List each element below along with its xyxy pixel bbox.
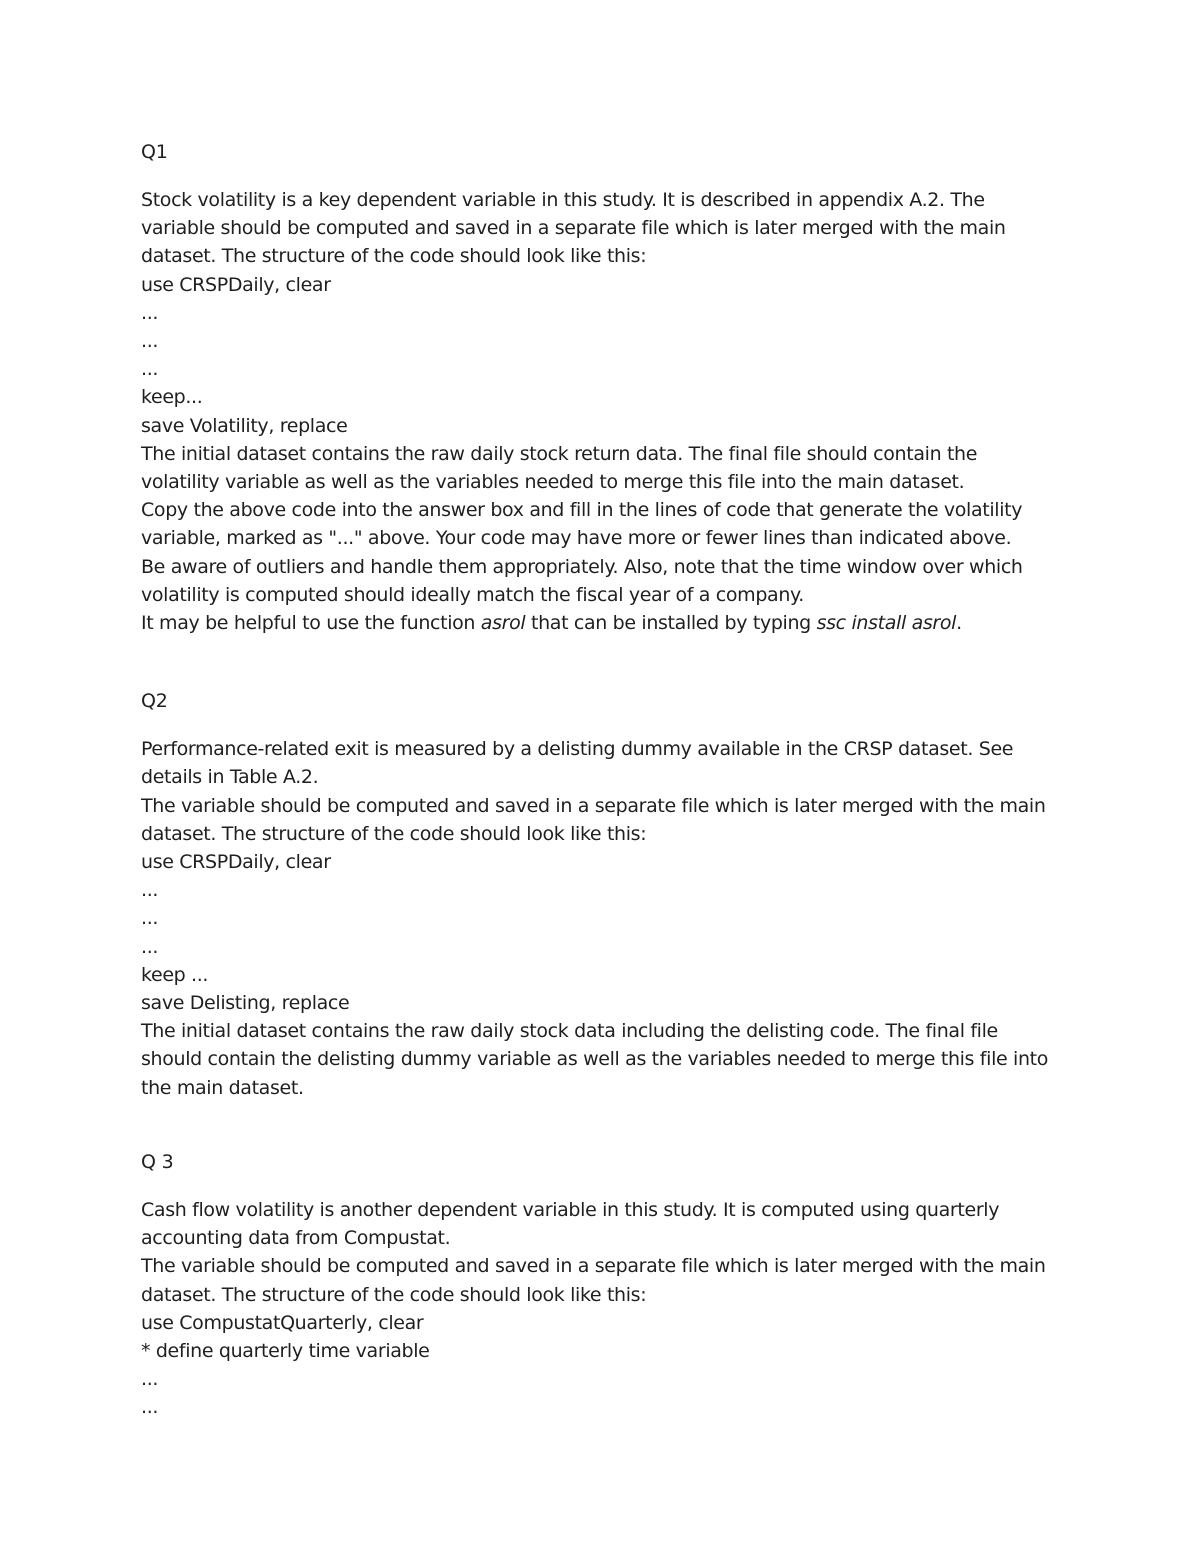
q1-line: Copy the above code into the answer box and fill in the lines of code that generate the volatility <box>141 499 1023 522</box>
q1-code-line: save Volatility, replace <box>141 414 348 437</box>
q1-line: volatility is computed should ideally match the fiscal year of a company. <box>141 583 804 606</box>
question-2-heading: Q2 <box>141 690 168 713</box>
q1-line: variable should be computed and saved in a separate file which is later merged with the main <box>141 217 1006 240</box>
question-1-heading: Q1 <box>141 141 168 163</box>
question-2 <box>141 687 1061 1102</box>
q1-last-part2: that can be installed by typing <box>525 612 817 635</box>
q2-code-line: save Delisting, replace <box>141 992 350 1015</box>
q1-code-line: ... <box>141 301 159 324</box>
q3-code-line: ... <box>141 1368 159 1391</box>
q1-line: volatility variable as well as the variables needed to merge this file into the main dataset. <box>141 471 965 494</box>
question-3 <box>141 1148 1061 1422</box>
q2-line: details in Table A.2. <box>141 766 319 789</box>
q1-code-line: use CRSPDaily, clear <box>141 273 331 296</box>
q1-last-part3: . <box>956 612 962 635</box>
document-page <box>141 138 1061 1422</box>
q1-line: The initial dataset contains the raw daily stock return data. The final file should contain the <box>141 442 978 465</box>
q1-code-line: ... <box>141 330 159 353</box>
q2-line: Performance-related exit is measured by a delisting dummy available in the CRSP dataset. See <box>141 738 1014 761</box>
q2-line: the main dataset. <box>141 1076 304 1099</box>
q2-code-line: keep ... <box>141 963 209 986</box>
q3-code-line: * define quarterly time variable <box>141 1339 430 1362</box>
q3-line: Cash flow volatility is another dependent variable in this study. It is computed using quarterly <box>141 1198 1000 1221</box>
q1-last-italic2: ssc install asrol <box>816 612 957 635</box>
q1-code-line: keep... <box>141 386 203 409</box>
q2-line: The variable should be computed and saved in a separate file which is later merged with the main <box>141 794 1046 817</box>
q1-last-italic1: asrol <box>480 612 526 635</box>
q2-code-line: ... <box>141 935 159 958</box>
q3-code-line: ... <box>141 1396 159 1419</box>
question-3-heading: Q 3 <box>141 1150 174 1173</box>
q3-line: dataset. The structure of the code should look like this: <box>141 1283 647 1306</box>
q2-code-line: use CRSPDaily, clear <box>141 851 331 874</box>
q1-line: Be aware of outliers and handle them appropriately. Also, note that the time window over which <box>141 555 1023 578</box>
q1-last-line <box>141 609 1061 637</box>
q3-line: accounting data from Compustat. <box>141 1227 451 1250</box>
q2-line: The initial dataset contains the raw daily stock data including the delisting code. The final file <box>141 1020 998 1043</box>
q2-line: should contain the delisting dummy variable as well as the variables needed to merge this file into <box>141 1048 1049 1071</box>
q3-code-line: use CompustatQuarterly, clear <box>141 1311 424 1334</box>
q1-line: Stock volatility is a key dependent variable in this study. It is described in appendix A.2. The <box>141 189 985 211</box>
q3-line: The variable should be computed and saved in a separate file which is later merged with the main <box>141 1255 1046 1278</box>
q2-line: dataset. The structure of the code should look like this: <box>141 822 647 845</box>
q1-code-line: ... <box>141 358 159 381</box>
q1-line: variable, marked as "..." above. Your code may have more or fewer lines than indicated above. <box>141 527 1012 550</box>
q1-line: dataset. The structure of the code should look like this: <box>141 245 647 268</box>
q2-code-line: ... <box>141 879 159 902</box>
q2-code-line: ... <box>141 907 159 930</box>
question-1 <box>141 138 1061 637</box>
q1-last-part1: It may be helpful to use the function <box>141 612 481 635</box>
